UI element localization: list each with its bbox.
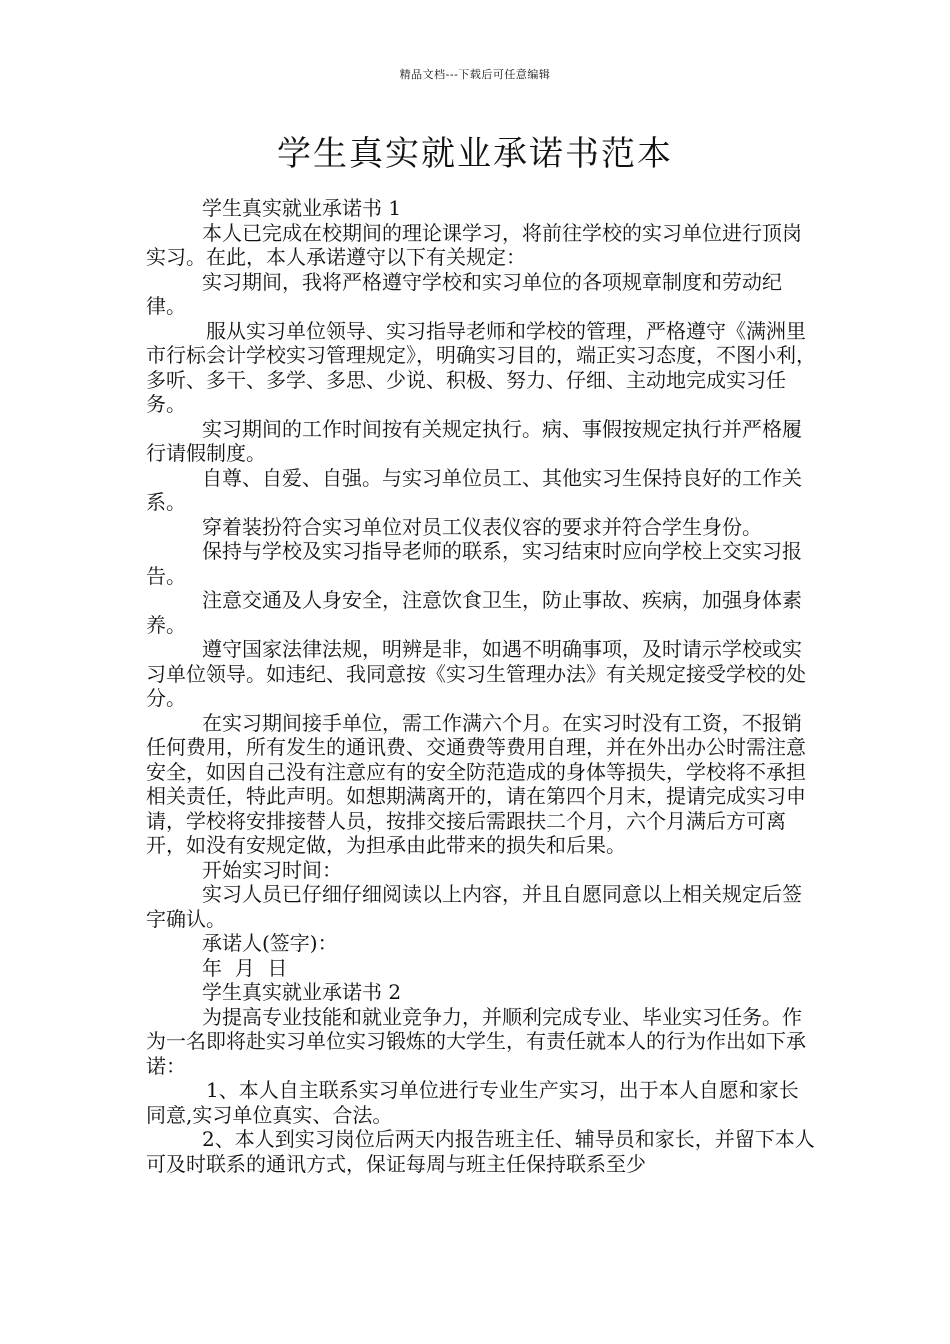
- start-date-line: 开始实习时间：: [202, 857, 342, 882]
- signature-line: 承诺人(签字)：: [202, 931, 338, 955]
- header-note: 精品文档---下载后可任意编辑: [399, 68, 551, 81]
- section-heading-1: 学生真实就业承诺书 1: [202, 196, 402, 220]
- document-title: 学生真实就业承诺书范本: [277, 134, 673, 174]
- paragraph: 实习人员已仔细仔细阅读以上内容，并且自愿同意以上相关规定后签字确认。: [146, 882, 802, 931]
- paragraph: 实习期间的工作时间按有关规定执行。病、事假按规定执行并严格履行请假制度。: [146, 416, 802, 465]
- paragraph: 注意交通及人身安全，注意饮食卫生，防止事故、疾病，加强身体素养。: [146, 588, 802, 637]
- paragraph: 本人已完成在校期间的理论课学习，将前往学校的实习单位进行顶岗实习。在此，本人承诺遵守以下有关规定：: [146, 220, 802, 269]
- paragraph: 自尊、自爱、自强。与实习单位员工、其他实习生保持良好的工作关系。: [146, 465, 802, 514]
- paragraph: 遵守国家法律法规，明辨是非，如遇不明确事项，及时请示学校或实习单位领导。如违纪、我同意按《实习生管理办法》有关规定接受学校的处分。: [146, 637, 806, 710]
- paragraph: 服从实习单位领导、实习指导老师和学校的管理，严格遵守《满洲里市行标会计学校实习管理规定》，明确实习目的，端正实习态度，不图小利，多听、多干、多学、多思、少说、积极、努力、仔细、主动地完成实习任务。: [146, 318, 816, 416]
- list-item: 1、本人自主联系实习单位进行专业生产实习，出于本人自愿和家长同意,实习单位真实、合法。: [146, 1078, 799, 1127]
- date-line: 年 月 日: [202, 955, 288, 980]
- paragraph: 为提高专业技能和就业竞争力，并顺利完成专业、毕业实习任务。作为一名即将赴实习单位实习锻炼的大学生，有责任就本人的行为作出如下承诺：: [146, 1004, 806, 1078]
- paragraph: 在实习期间接手单位，需工作满六个月。在实习时没有工资，不报销任何费用，所有发生的通讯费、交通费等费用自理，并在外出办公时需注意安全，如因自己没有注意应有的安全防范造成的身体等损失，学校将不承担相关责任，特此声明。如想期满离开的，请在第四个月末，提请完成实习申请，学校将安排接替人员，按排交接后需跟扶二个月，六个月满后方可离开，如没有安规定做，为担承由此带来的损失和后果。: [146, 710, 806, 857]
- list-item: 2、本人到实习岗位后两天内报告班主任、辅导员和家长，并留下本人可及时联系的通讯方式，保证每周与班主任保持联系至少: [146, 1127, 815, 1176]
- section-heading-2: 学生真实就业承诺书 2: [202, 980, 402, 1004]
- paragraph: 穿着装扮符合实习单位对员工仪表仪容的要求并符合学生身份。: [202, 514, 762, 539]
- paragraph: 保持与学校及实习指导老师的联系，实习结束时应向学校上交实习报告。: [146, 539, 802, 588]
- paragraph: 实习期间，我将严格遵守学校和实习单位的各项规章制度和劳动纪律。: [146, 269, 782, 318]
- document-body: [146, 196, 818, 1176]
